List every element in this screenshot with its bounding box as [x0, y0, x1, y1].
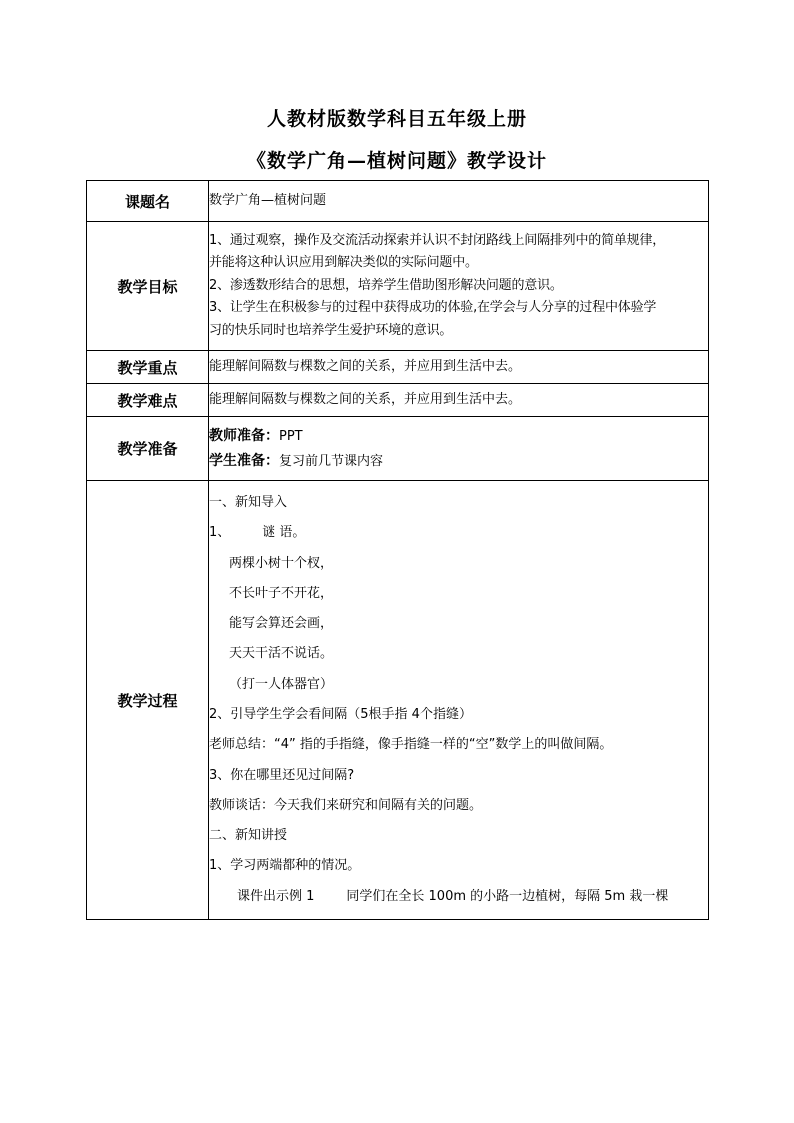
- process-line: 2、引导学生学会看间隔（5根手指 4个指缝）: [209, 707, 472, 722]
- process-line: 教师谈话：今天我们来研究和间隔有关的问题。: [209, 797, 483, 813]
- goal-line: 习的快乐同时也培养学生爱护环境的意识。: [209, 322, 453, 338]
- topic-label: 课题名: [87, 181, 209, 222]
- student-preparation: 学生准备：复习前几节课内容: [209, 452, 384, 469]
- document-title: 人教材版数学科目五年级上册: [266, 108, 527, 130]
- process-line: 3、你在哪里还见过间隔?: [209, 767, 355, 783]
- process-line: 二、新知讲授: [209, 828, 288, 844]
- table-row-difficulty: [87, 384, 709, 417]
- process-line: 1、学习两端都种的情况。: [209, 858, 361, 874]
- table-row-topic: [87, 181, 709, 222]
- goals-label: 教学目标: [87, 222, 209, 351]
- difficulty-label: 教学难点: [87, 384, 209, 417]
- process-line: 1、 谜 语。: [209, 525, 306, 541]
- table-row-process: [87, 481, 709, 920]
- document-subtitle: 《数学广角—植树问题》教学设计: [246, 150, 547, 172]
- process-line: 课件出示例 1 同学们在全长 100m 的小路一边植树，每隔 5m 栽一棵: [237, 888, 669, 904]
- key-point-value: 能理解间隔数与棵数之间的关系，并应用到生活中去。: [209, 351, 709, 384]
- riddle-line: 能写会算还会画，: [229, 616, 334, 632]
- process-line: 一、新知导入: [209, 494, 288, 510]
- process-label: 教学过程: [87, 481, 209, 920]
- table-row-key-point: [87, 351, 709, 384]
- lesson-plan-table: [86, 180, 709, 920]
- goal-line: 2、渗透数形结合的思想，培养学生借助图形解决问题的意识。: [209, 277, 563, 293]
- riddle-line: 不长叶子不开花，: [229, 585, 334, 601]
- riddle-line: 天天干活不说话。: [229, 646, 334, 662]
- goals-value: [209, 222, 709, 351]
- process-value: [209, 481, 709, 920]
- goal-line: 3、让学生在积极参与的过程中获得成功的体验,在学会与人分享的过程中体验学: [209, 300, 657, 316]
- table-row-goals: [87, 222, 709, 351]
- goal-line: 1、通过观察，操作及交流活动探索并认识不封闭路线上间隔排列中的简单规律，: [209, 232, 666, 248]
- riddle-hint: （打一人体器官）: [229, 676, 334, 692]
- goal-line: 并能将这种认识应用到解决类似的实际问题中。: [209, 255, 478, 271]
- teacher-preparation: 教师准备：PPT: [209, 427, 303, 444]
- key-point-label: 教学重点: [87, 351, 209, 384]
- table-row-preparation: [87, 417, 709, 481]
- riddle-line: 两棵小树十个杈，: [229, 555, 334, 571]
- difficulty-value: 能理解间隔数与棵数之间的关系，并应用到生活中去。: [209, 384, 709, 417]
- topic-value: 数学广角—植树问题: [209, 181, 709, 222]
- preparation-label: 教学准备: [87, 417, 209, 481]
- preparation-value: [209, 417, 709, 481]
- process-line: 老师总结：“4” 指的手指缝，像手指缝一样的“空”数学上的叫做间隔。: [209, 737, 613, 753]
